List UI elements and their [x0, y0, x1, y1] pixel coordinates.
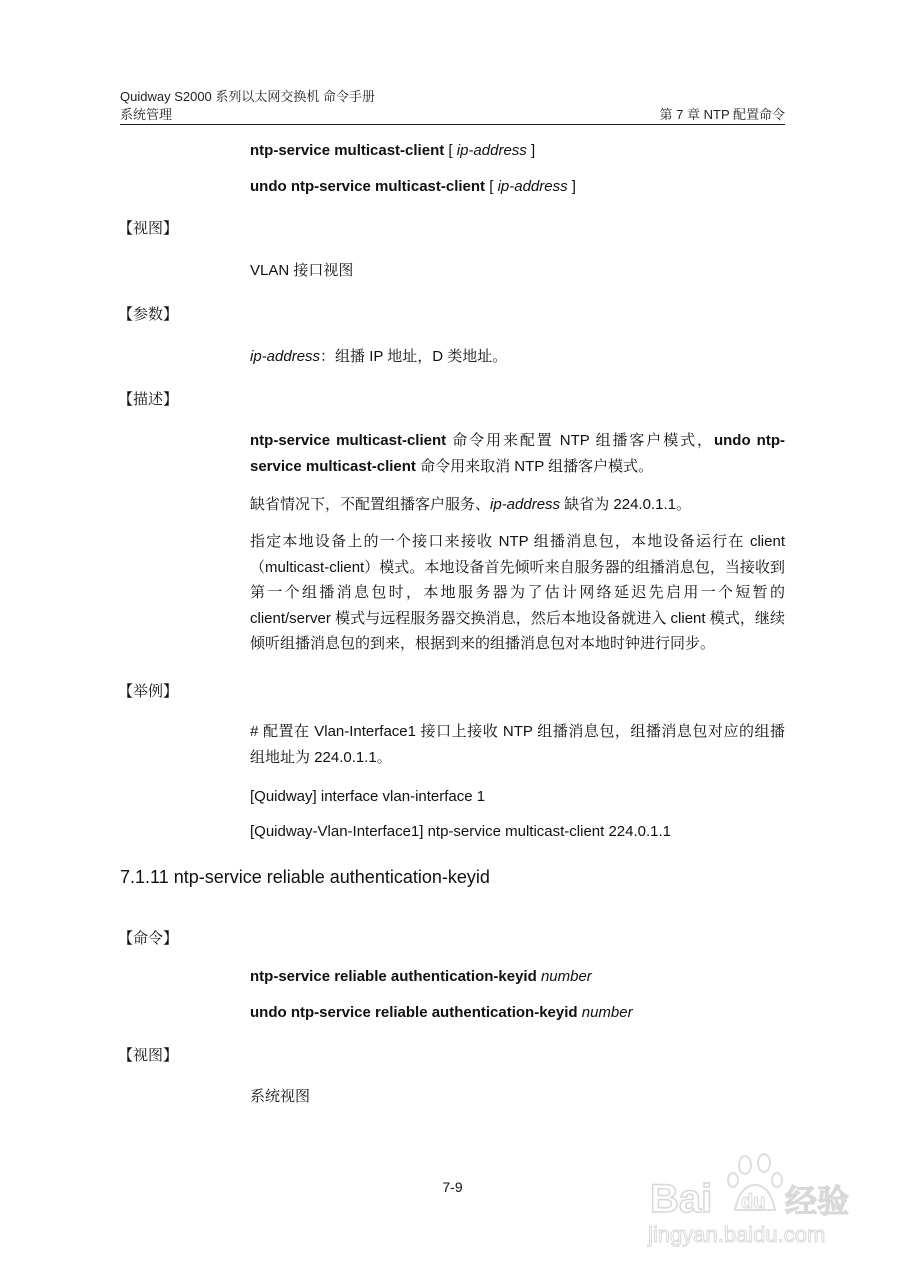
paragraph — [250, 492, 785, 518]
svg-text:经验: 经验 — [785, 1182, 850, 1220]
header-divider — [120, 124, 785, 125]
text: 【命令】 — [118, 930, 179, 947]
parameter-text: number — [581, 1004, 633, 1021]
paragraph — [250, 174, 785, 200]
text: ：组播 IP 地址，D 类地址。 — [320, 348, 508, 365]
command-text: undo ntp-service multicast-client — [250, 432, 785, 475]
header-section: 系统管理 — [120, 107, 173, 122]
text: [Quidway-Vlan-Interface1] ntp-service multicast-client 224.0.1.1 — [250, 823, 672, 840]
parameter-text: ip-address — [490, 496, 561, 513]
paragraph — [250, 258, 785, 284]
svg-text:Bai: Bai — [650, 1177, 713, 1221]
text: 系统视图 — [250, 1088, 311, 1105]
text: ] — [526, 142, 536, 159]
section-label — [118, 217, 178, 238]
text: 【举例】 — [118, 683, 179, 700]
text: 指定本地设备上的一个接口来接收 NTP 组播消息包，本地设备运行在 client（multicast-client）模式。本地设备首先倾听来自服务器的组播消息包，当接收到第一个组播消息包时，本地服务器为了估计网络延迟先启用一个短暂的 client/server 模式与远程服务器交换消息，然后本地设备就进入 client 模式，继续倾听组播消息包的到来，根据到来的组播消息包对本地时钟进行同步。 — [250, 533, 785, 652]
paragraph — [250, 784, 785, 810]
section-label — [118, 1044, 178, 1065]
text: 【参数】 — [118, 306, 179, 323]
text: # 配置在 Vlan-Interface1 接口上接收 NTP 组播消息包，组播消息包对应的组播组地址为 224.0.1.1。 — [250, 723, 785, 766]
section-label — [118, 303, 178, 324]
text: 【视图】 — [118, 220, 179, 237]
section-label — [118, 927, 178, 948]
parameter-text: ip-address — [497, 178, 568, 195]
command-text: ntp-service reliable authentication-keyid — [250, 968, 537, 985]
header-manual-title: Quidway S2000 系列以太网交换机 命令手册 — [120, 89, 376, 104]
text: [ — [485, 178, 498, 195]
header-chapter: 第 7 章 NTP 配置命令 — [659, 107, 785, 122]
svg-text:du: du — [741, 1191, 766, 1213]
svg-text:jingyan.baidu.com: jingyan.baidu.com — [648, 1222, 826, 1247]
text: [ — [444, 142, 457, 159]
section-label — [118, 680, 178, 701]
baidu-watermark-logo — [640, 1150, 870, 1250]
paragraph — [250, 819, 785, 845]
command-text: ntp-service multicast-client — [250, 142, 445, 159]
paragraph — [250, 719, 785, 770]
paragraph — [250, 428, 785, 479]
text: 7.1.11 ntp-service reliable authentication-keyid — [120, 867, 490, 887]
section-heading — [120, 867, 490, 888]
parameter-text: number — [540, 968, 592, 985]
text: ] — [567, 178, 576, 195]
text: 【描述】 — [118, 391, 179, 408]
paragraph — [250, 344, 785, 370]
command-text: ntp-service multicast-client — [250, 432, 447, 449]
section-label — [118, 388, 178, 409]
text: 缺省情况下，不配置组播客户服务、 — [250, 496, 491, 513]
command-text: undo ntp-service multicast-client — [250, 178, 486, 195]
text: 命令用来取消 NTP 组播客户模式。 — [415, 457, 654, 475]
paragraph — [250, 964, 785, 990]
paragraph — [250, 529, 785, 657]
text: [Quidway] interface vlan-interface 1 — [250, 788, 486, 805]
text: 命令用来配置 NTP 组播客户模式， — [446, 432, 714, 449]
paragraph — [250, 138, 785, 164]
text: 缺省为 224.0.1.1。 — [560, 496, 691, 513]
paragraph — [250, 1000, 785, 1026]
page-number: 7-9 — [442, 1179, 463, 1195]
parameter-text: ip-address — [456, 142, 527, 159]
text: 【视图】 — [118, 1047, 179, 1064]
paragraph — [250, 1084, 785, 1110]
text: VLAN 接口视图 — [250, 262, 354, 279]
command-text: undo ntp-service reliable authentication-keyid — [250, 1004, 578, 1021]
parameter-text: ip-address — [250, 348, 321, 365]
